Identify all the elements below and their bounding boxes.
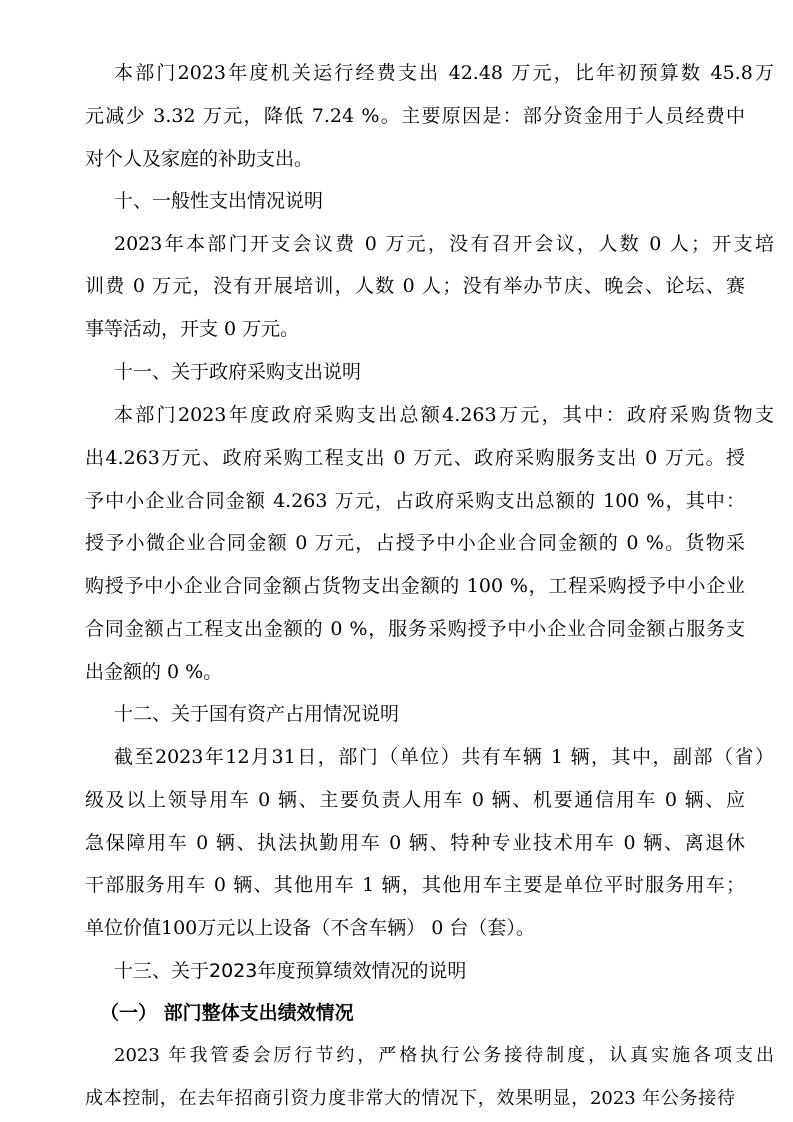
paragraph-assets-line: 截至2023年12月31日，部门（单位）共有车辆 1 辆，其中，副部（省） bbox=[114, 746, 774, 768]
paragraph-general-expense-line: 事等活动，开支 0 万元。 bbox=[85, 318, 300, 340]
section-heading-13: 十三、关于2023年度预算绩效情况的说明 bbox=[114, 960, 467, 982]
paragraph-procurement-line: 出金额的 0 %。 bbox=[85, 661, 223, 683]
paragraph-assets-line: 急保障用车 0 辆、执法执勤用车 0 辆、特种专业技术用车 0 辆、离退休 bbox=[85, 832, 745, 854]
paragraph-operating-expense-line: 对个人及家庭的补助支出。 bbox=[85, 148, 314, 170]
subsection-heading-13-1: （一） 部门整体支出绩效情况 bbox=[100, 1002, 354, 1024]
paragraph-assets-line: 单位价值100万元以上设备（不含车辆） 0 台（套）。 bbox=[85, 917, 535, 939]
paragraph-performance-line: 成本控制，在去年招商引资力度非常大的情况下，效果明显，2023 年公务接待 bbox=[85, 1088, 735, 1109]
paragraph-assets-line: 干部服务用车 0 辆、其他用车 1 辆，其他用车主要是单位平时服务用车； bbox=[85, 874, 745, 896]
paragraph-assets-line: 级及以上领导用车 0 辆、主要负责人用车 0 辆、机要通信用车 0 辆、应 bbox=[85, 789, 745, 811]
paragraph-performance-line: 2023 年我管委会厉行节约，严格执行公务接待制度，认真实施各项支出 bbox=[114, 1045, 774, 1066]
paragraph-general-expense-line: 训费 0 万元，没有开展培训，人数 0 人；没有举办节庆、晚会、论坛、赛 bbox=[85, 275, 745, 297]
section-heading-11: 十一、关于政府采购支出说明 bbox=[114, 361, 362, 383]
paragraph-general-expense-line: 2023年本部门开支会议费 0 万元，没有召开会议，人数 0 人；开支培 bbox=[114, 233, 774, 255]
paragraph-operating-expense-line: 元减少 3.32 万元，降低 7.24 %。主要原因是：部分资金用于人员经费中 bbox=[85, 105, 745, 127]
section-heading-12: 十二、关于国有资产占用情况说明 bbox=[114, 703, 400, 725]
section-heading-10: 十、一般性支出情况说明 bbox=[114, 190, 324, 212]
paragraph-procurement-line: 出4.263万元、政府采购工程支出 0 万元、政府采购服务支出 0 万元。授 bbox=[85, 447, 745, 469]
paragraph-operating-expense-line: 本部门2023年度机关运行经费支出 42.48 万元，比年初预算数 45.8万 bbox=[114, 62, 774, 84]
paragraph-procurement-line: 购授予中小企业合同金额占货物支出金额的 100 %，工程采购授予中小企业 bbox=[85, 575, 745, 597]
paragraph-procurement-line: 予中小企业合同金额 4.263 万元，占政府采购支出总额的 100 %，其中： bbox=[85, 490, 745, 512]
paragraph-procurement-line: 本部门2023年度政府采购支出总额4.263万元，其中：政府采购货物支 bbox=[114, 404, 774, 426]
paragraph-procurement-line: 合同金额占工程支出金额的 0 %，服务采购授予中小企业合同金额占服务支 bbox=[85, 618, 745, 640]
paragraph-procurement-line: 授予小微企业合同金额 0 万元，占授予中小企业合同金额的 0 %。货物采 bbox=[85, 532, 745, 554]
